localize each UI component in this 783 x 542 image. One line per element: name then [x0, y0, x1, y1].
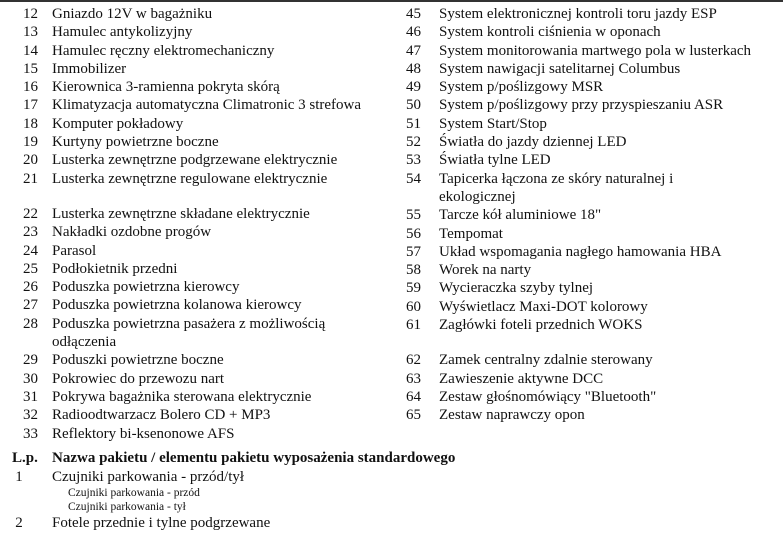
item-label: Gniazdo 12V w bagażniku [52, 6, 213, 22]
item-number: 25 [23, 260, 38, 277]
equipment-item [0, 260, 400, 278]
item-label: Immobilizer [52, 60, 127, 77]
equipment-item [384, 225, 783, 243]
equipment-item [384, 60, 783, 78]
item-number: 45 [406, 6, 421, 22]
item-number: 58 [406, 262, 421, 279]
item-label: Komputer pokładowy [52, 115, 184, 132]
equipment-item [384, 96, 783, 114]
equipment-item [0, 278, 400, 296]
item-label: Zagłówki foteli przednich WOKS [439, 317, 643, 334]
item-number: 60 [406, 298, 421, 315]
item-label: Worek na narty [439, 262, 532, 279]
row-gap [0, 188, 400, 205]
equipment-item [384, 151, 783, 169]
item-number: 18 [23, 115, 38, 132]
item-number: 54 [406, 170, 421, 187]
row-gap [384, 334, 783, 351]
item-label: Klimatyzacja automatyczna Climatronic 3 strefowa [52, 97, 362, 114]
item-label: System elektronicznej kontroli toru jazdy ESP [439, 6, 717, 22]
equipment-item [0, 133, 400, 151]
item-label: Poduszka powietrzna kierowcy [52, 279, 240, 296]
equipment-item [384, 42, 783, 60]
equipment-list-left [0, 5, 400, 443]
item-number: 52 [406, 134, 421, 151]
item-label: Zamek centralny zdalnie sterowany [439, 352, 653, 369]
equipment-item [0, 115, 400, 133]
item-number: 14 [23, 42, 38, 59]
item-label: Tarcze kół aluminiowe 18" [439, 207, 602, 224]
equipment-item [0, 151, 400, 169]
package-row [0, 468, 783, 486]
equipment-item [0, 296, 400, 314]
item-number: 56 [406, 225, 421, 242]
item-label-line: Poduszka powietrzna pasażera z możliwością [52, 315, 326, 332]
item-number: 31 [23, 388, 38, 405]
item-label: Lusterka zewnętrzne regulowane elektrycznie [52, 170, 328, 187]
item-label: System monitorowania martwego pola w lusterkach [439, 42, 752, 59]
item-label: Wycieraczka szyby tylnej [439, 280, 594, 297]
item-number: 57 [406, 243, 421, 260]
item-label: Hamulec antykolizyjny [52, 24, 193, 41]
package-number: 2 [15, 515, 23, 531]
equipment-item [384, 243, 783, 261]
item-label: Wyświetlacz Maxi-DOT kolorowy [439, 298, 648, 315]
item-number: 15 [23, 60, 38, 77]
item-label: Kurtyny powietrzne boczne [52, 134, 219, 151]
item-label: System kontroli ciśnienia w oponach [439, 24, 661, 41]
item-label: Kierownica 3-ramienna pokryta skórą [52, 79, 280, 96]
item-number: 26 [23, 279, 38, 296]
package-number: 1 [15, 469, 23, 485]
equipment-item [384, 388, 783, 406]
item-number: 13 [23, 24, 38, 41]
item-label: System nawigacji satelitarnej Columbus [439, 60, 681, 77]
item-number: 63 [406, 370, 421, 387]
package-table-header [0, 449, 783, 468]
item-number: 59 [406, 280, 421, 297]
item-label-line: Tapicerka łączona ze skóry naturalnej i [439, 170, 674, 187]
equipment-item [0, 205, 400, 223]
item-label: Nakładki ozdobne progów [52, 224, 212, 241]
item-number: 16 [23, 79, 38, 96]
item-label: Hamulec ręczny elektromechaniczny [52, 42, 275, 59]
item-label: Radioodtwarzacz Bolero CD + MP3 [52, 407, 271, 424]
equipment-item [0, 42, 400, 60]
item-label-line: odłączenia [52, 334, 117, 351]
item-label: Zestaw naprawczy opon [439, 407, 585, 424]
item-label: System p/poślizgowy MSR [439, 79, 604, 96]
equipment-item [384, 370, 783, 388]
item-number: 65 [406, 407, 421, 424]
equipment-item [0, 425, 400, 443]
item-label: Pokrywa bagażnika sterowana elektrycznie [52, 388, 312, 405]
item-label: Światła tylne LED [439, 152, 551, 169]
item-number: 55 [406, 207, 421, 224]
item-label: Podłokietnik przedni [52, 260, 178, 277]
item-number: 30 [23, 370, 38, 387]
item-number: 50 [406, 97, 421, 114]
equipment-item [0, 23, 400, 41]
equipment-item [384, 406, 783, 424]
item-label: Lusterka zewnętrzne podgrzewane elektrycznie [52, 152, 338, 169]
item-number: 33 [23, 425, 38, 442]
item-number: 19 [23, 134, 38, 151]
equipment-item [0, 406, 400, 424]
item-number: 24 [23, 242, 38, 259]
item-number: 49 [406, 79, 421, 96]
item-label: Światła do jazdy dziennej LED [439, 134, 627, 151]
equipment-item [0, 78, 400, 96]
item-label [439, 170, 783, 207]
equipment-item [384, 133, 783, 151]
item-number: 48 [406, 60, 421, 77]
item-label: System Start/Stop [439, 115, 547, 132]
item-label: Poduszki powietrzne boczne [52, 352, 224, 369]
equipment-item [384, 261, 783, 279]
header-lp: L.p. [12, 450, 38, 466]
equipment-item [384, 298, 783, 316]
item-number: 62 [406, 352, 421, 369]
equipment-item [0, 170, 400, 188]
item-label: Układ wspomagania nagłego hamowania HBA [439, 243, 722, 260]
item-number: 21 [23, 170, 38, 187]
equipment-item [384, 23, 783, 41]
header-title: Nazwa pakietu / elementu pakietu wyposażenia standardowego [52, 450, 456, 466]
equipment-item [384, 5, 783, 23]
item-number: 32 [23, 407, 38, 424]
equipment-item [0, 5, 400, 23]
equipment-item [0, 351, 400, 369]
item-label: Lusterka zewnętrzne składane elektrycznie [52, 205, 310, 222]
item-number: 27 [23, 297, 38, 314]
item-number: 53 [406, 152, 421, 169]
item-number: 61 [406, 317, 421, 334]
item-number: 22 [23, 205, 38, 222]
package-subitem: Czujniki parkowania - przód [68, 487, 200, 499]
equipment-item [384, 206, 783, 224]
equipment-item [0, 315, 400, 352]
item-number: 17 [23, 97, 38, 114]
item-number: 29 [23, 352, 38, 369]
equipment-item [0, 223, 400, 241]
equipment-item [384, 316, 783, 334]
item-number: 28 [23, 315, 38, 332]
item-label: Pokrowiec do przewozu nart [52, 370, 225, 387]
equipment-item [384, 115, 783, 133]
package-subitem: Czujniki parkowania - tył [68, 501, 186, 513]
item-label: Zestaw głośnomówiący "Bluetooth" [439, 388, 657, 405]
equipment-item [0, 60, 400, 78]
equipment-list-right [384, 5, 783, 425]
item-number: 51 [406, 115, 421, 132]
item-label: Poduszka powietrzna kolanowa kierowcy [52, 297, 302, 314]
top-rule [0, 0, 783, 2]
item-number: 12 [23, 6, 38, 22]
equipment-item [384, 279, 783, 297]
equipment-item [0, 388, 400, 406]
item-label: Tempomat [439, 225, 503, 242]
package-row [0, 514, 783, 532]
item-label: System p/poślizgowy przy przyspieszaniu ASR [439, 97, 724, 114]
equipment-item [0, 96, 400, 114]
package-name: Fotele przednie i tylne podgrzewane [52, 515, 271, 531]
item-number: 46 [406, 24, 421, 41]
item-label: Zawieszenie aktywne DCC [439, 370, 604, 387]
package-name: Czujniki parkowania - przód/tył [52, 469, 245, 485]
equipment-item [384, 78, 783, 96]
item-number: 20 [23, 152, 38, 169]
item-number: 23 [23, 224, 38, 241]
item-label [52, 315, 400, 352]
package-table [0, 449, 783, 532]
item-number: 47 [406, 42, 421, 59]
equipment-item [0, 370, 400, 388]
item-label: Parasol [52, 242, 97, 259]
item-label-line: ekologicznej [439, 188, 516, 205]
item-label: Reflektory bi-ksenonowe AFS [52, 425, 235, 442]
equipment-item [384, 170, 783, 207]
equipment-item [0, 242, 400, 260]
equipment-item [384, 351, 783, 369]
item-number: 64 [406, 388, 421, 405]
